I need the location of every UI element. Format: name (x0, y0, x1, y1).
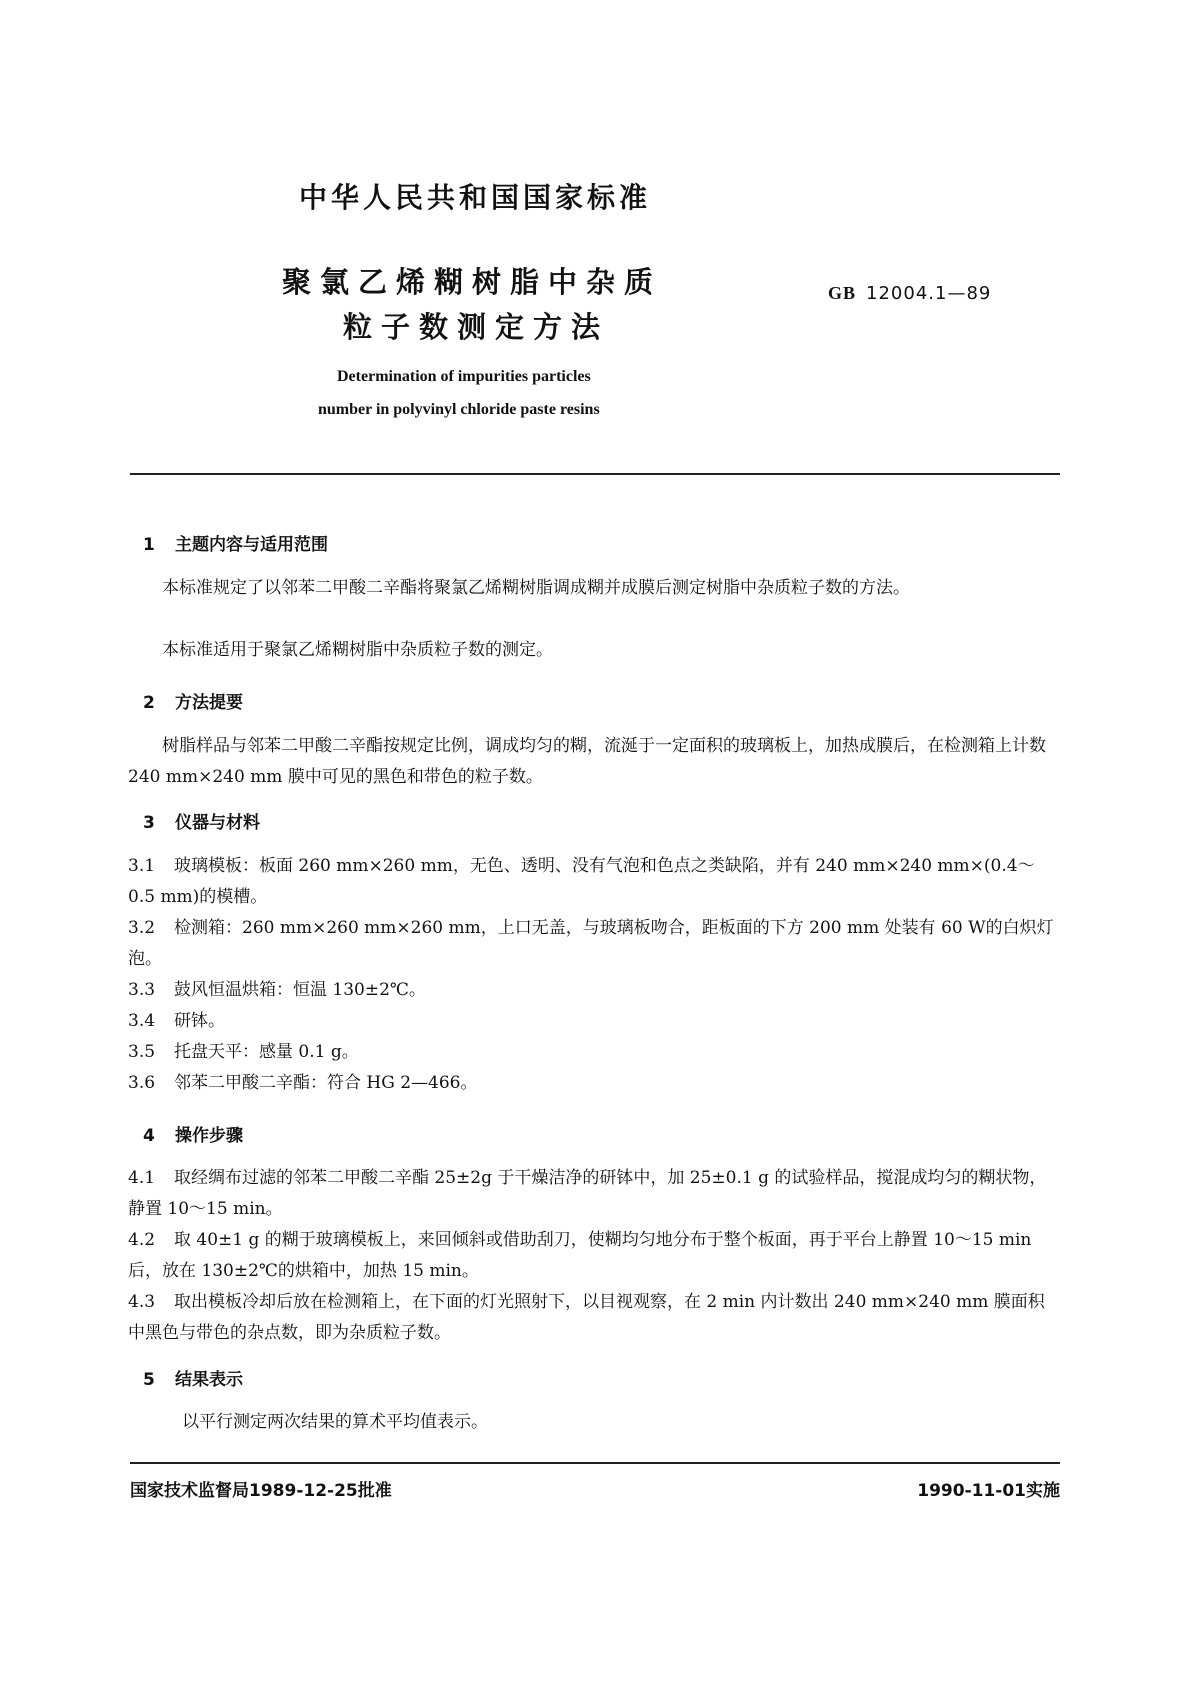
section-2-paragraph-1: 树脂样品与邻苯二甲酸二辛酯按规定比例，调成均匀的糊，流涎于一定面积的玻璃板上，加热成膜后，在检测箱上计数 240 mm×240 mm 膜中可见的黑色和带色的粒子数。 (128, 736, 1046, 787)
section-1-paragraph-2: 本标准适用于聚氯乙烯糊树脂中杂质粒子数的测定。 (162, 640, 553, 660)
item-3-4 (128, 1006, 1060, 1037)
item-3-5 (128, 1037, 1060, 1068)
standard-code-number: 12004.1—89 (866, 283, 992, 304)
english-title-line-1: Determination of impurities particles (337, 368, 591, 385)
item-text: 取经绸布过滤的邻苯二甲酸二辛酯 25±2g 于干燥洁净的研钵中，加 25±0.1 g 的试验样品，搅混成均匀的糊状物，静置 10～15 min。 (128, 1168, 1047, 1219)
item-number: 3.4 (128, 1011, 156, 1031)
item-4-2 (128, 1225, 1060, 1287)
item-3-1 (128, 851, 1060, 913)
item-3-6 (128, 1068, 1060, 1099)
item-text: 鼓风恒温烘箱：恒温 130±2℃。 (174, 980, 426, 1000)
section-title: 操作步骤 (175, 1126, 243, 1146)
section-number: 5 (143, 1370, 155, 1390)
item-4-3 (128, 1287, 1060, 1349)
item-text: 检测箱：260 mm×260 mm×260 mm，上口无盖，与玻璃板吻合，距板面的下方 200 mm 处装有 60 W的白炽灯泡。 (128, 918, 1054, 969)
item-number: 3.5 (128, 1042, 156, 1062)
section-2-heading (143, 688, 243, 713)
header-divider (130, 473, 1060, 475)
document-title-line-1: 聚氯乙烯糊树脂中杂质 (282, 265, 663, 299)
section-5-paragraph-1: 以平行测定两次结果的算术平均值表示。 (182, 1412, 488, 1432)
item-text: 托盘天平：感量 0.1 g。 (174, 1042, 359, 1062)
item-number: 4.2 (128, 1230, 156, 1250)
standard-code (828, 283, 991, 304)
approval-date: 国家技术监督局1989-12-25批准 (130, 1481, 392, 1501)
item-text: 取 40±1 g 的糊于玻璃模板上，来回倾斜或借助刮刀，使糊均匀地分布于整个板面，再于平台上静置 10～15 min 后，放在 130±2℃的烘箱中，加热 15 min。 (128, 1230, 1032, 1281)
item-text: 研钵。 (174, 1011, 225, 1031)
item-4-1 (128, 1163, 1060, 1225)
section-1-paragraph-1: 本标准规定了以邻苯二甲酸二辛酯将聚氯乙烯糊树脂调成糊并成膜后测定树脂中杂质粒子数的方法。 (162, 578, 910, 598)
section-number: 4 (143, 1126, 155, 1146)
item-text: 邻苯二甲酸二辛酯：符合 HG 2—466。 (174, 1073, 478, 1093)
item-text: 玻璃模板：板面 260 mm×260 mm，无色、透明、没有气泡和色点之类缺陷，并有 240 mm×240 mm×(0.4～0.5 mm)的模槽。 (128, 856, 1035, 907)
effective-date: 1990-11-01实施 (917, 1481, 1060, 1501)
document-title-line-2: 粒子数测定方法 (343, 310, 610, 344)
section-3-heading (143, 808, 260, 833)
national-standard-text: 中华人民共和国国家标准 (299, 181, 652, 214)
section-title: 结果表示 (175, 1370, 243, 1390)
section-title: 主题内容与适用范围 (175, 535, 328, 555)
item-3-2 (128, 913, 1060, 975)
item-number: 4.3 (128, 1292, 156, 1312)
item-number: 3.3 (128, 980, 156, 1000)
item-number: 4.1 (128, 1168, 156, 1188)
item-3-3 (128, 975, 1060, 1006)
section-number: 3 (143, 813, 155, 833)
section-1-heading (143, 530, 328, 555)
item-number: 3.1 (128, 856, 156, 876)
item-number: 3.2 (128, 918, 156, 938)
section-number: 1 (143, 535, 155, 555)
section-title: 方法提要 (175, 693, 243, 713)
item-number: 3.6 (128, 1073, 156, 1093)
section-5-heading (143, 1365, 243, 1390)
standard-code-prefix: GB (828, 283, 857, 303)
english-title-line-2: number in polyvinyl chloride paste resins (318, 401, 600, 418)
item-text: 取出模板冷却后放在检测箱上，在下面的灯光照射下，以目视观察，在 2 min 内计数出 240 mm×240 mm 膜面积中黑色与带色的杂点数，即为杂质粒子数。 (128, 1292, 1045, 1343)
section-4-heading (143, 1121, 243, 1146)
section-title: 仪器与材料 (175, 813, 260, 833)
section-number: 2 (143, 693, 155, 713)
footer-divider (130, 1462, 1060, 1464)
